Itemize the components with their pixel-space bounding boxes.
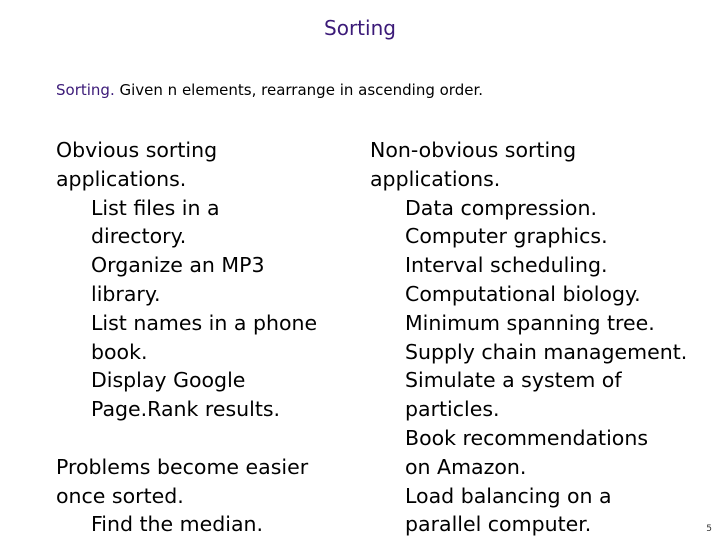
non-obvious-item: Interval scheduling. xyxy=(405,253,608,278)
obvious-item: directory. xyxy=(91,224,187,249)
page-number: 5 xyxy=(706,524,712,534)
obvious-item: List files in a xyxy=(91,195,220,220)
non-obvious-item: Simulate a system of xyxy=(405,368,622,393)
obvious-item: List names in a phone xyxy=(91,310,318,335)
intro-line xyxy=(56,80,483,100)
easier-heading-line: once sorted. xyxy=(56,483,184,508)
non-obvious-item: Computational biology. xyxy=(405,281,641,306)
obvious-item: book. xyxy=(91,339,148,364)
obvious-heading-line: applications. xyxy=(56,166,187,191)
non-obvious-item: Minimum spanning tree. xyxy=(405,310,655,335)
obvious-applications-column xyxy=(56,136,346,539)
obvious-heading-line: Obvious sorting xyxy=(56,138,218,162)
obvious-item: Page.Rank results. xyxy=(91,397,281,422)
obvious-item: library. xyxy=(91,281,161,306)
paragraph-gap xyxy=(56,424,346,453)
non-obvious-heading-line: Non-obvious sorting xyxy=(370,138,577,162)
intro-term: Sorting. xyxy=(56,81,115,99)
non-obvious-item: Supply chain management. xyxy=(405,339,688,364)
non-obvious-heading-line: applications. xyxy=(370,166,501,191)
non-obvious-item: Data compression. xyxy=(405,195,597,220)
non-obvious-item: Load balancing on a xyxy=(405,483,612,508)
non-obvious-applications-column xyxy=(370,136,700,539)
slide-title: Sorting xyxy=(324,16,396,40)
non-obvious-item: particles. xyxy=(405,397,500,422)
non-obvious-item: Book recommendations xyxy=(405,425,649,450)
easier-item: Find the median. xyxy=(91,512,264,537)
obvious-item: Organize an MP3 xyxy=(91,253,265,278)
non-obvious-item: Computer graphics. xyxy=(405,224,608,249)
intro-definition: Given n elements, rearrange in ascending order. xyxy=(119,81,484,99)
obvious-item: Display Google xyxy=(91,368,246,393)
non-obvious-item: parallel computer. xyxy=(405,512,592,537)
non-obvious-item: on Amazon. xyxy=(405,454,527,479)
easier-heading-line: Problems become easier xyxy=(56,454,309,479)
